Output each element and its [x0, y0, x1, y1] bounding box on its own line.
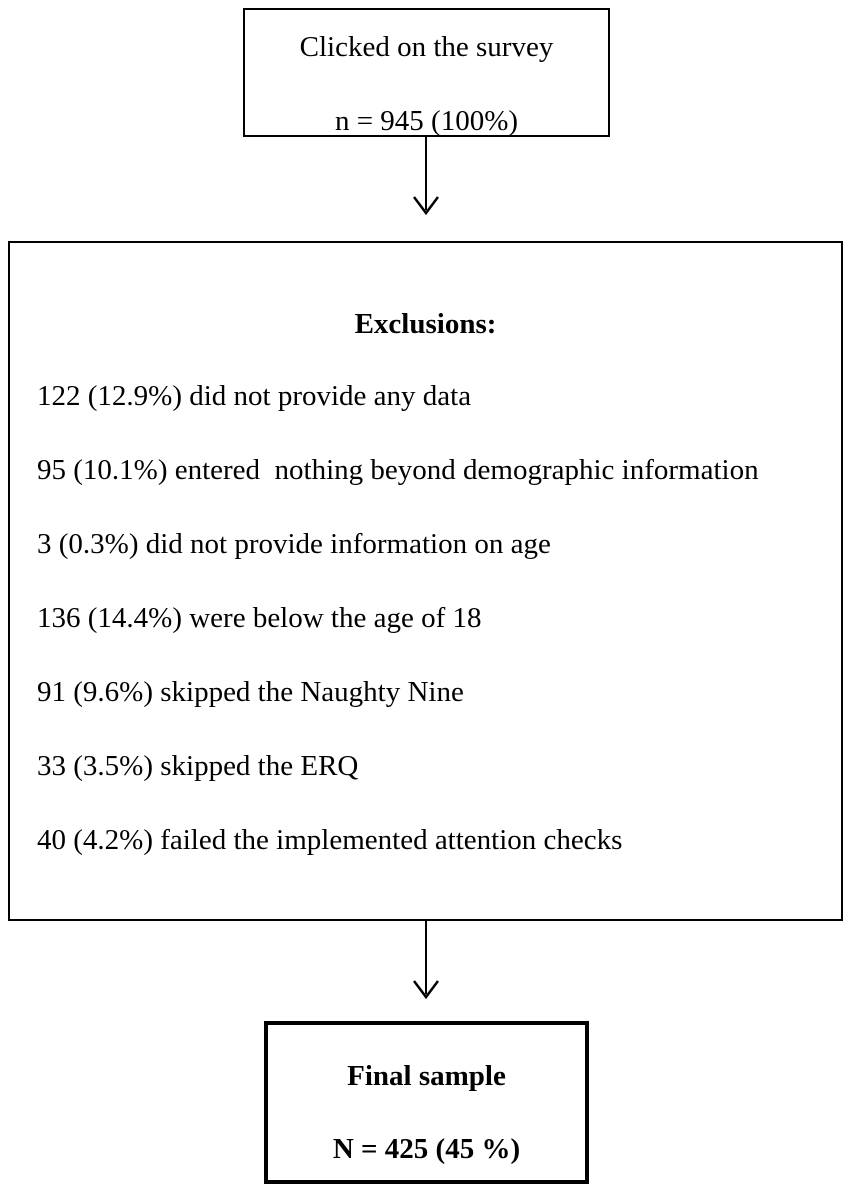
start-title: Clicked on the survey [299, 31, 554, 63]
arrow-start-to-exclusions [414, 137, 438, 213]
exclusions-box [8, 241, 843, 921]
exclusion-item: 40 (4.2%) failed the implemented attention checks [37, 824, 623, 856]
start-count: n = 945 (100%) [334, 105, 519, 137]
final-title: Final sample [347, 1060, 506, 1092]
exclusion-item: 95 (10.1%) entered nothing beyond demographic information [37, 454, 759, 486]
arrow-exclusions-to-final [414, 921, 438, 997]
start-box [243, 8, 610, 137]
exclusion-item: 136 (14.4%) were below the age of 18 [37, 602, 482, 634]
final-sample-box [264, 1021, 589, 1184]
exclusion-item: 33 (3.5%) skipped the ERQ [37, 750, 359, 782]
exclusion-item: 122 (12.9%) did not provide any data [37, 380, 472, 412]
exclusions-heading: Exclusions: [354, 308, 497, 340]
exclusion-item: 3 (0.3%) did not provide information on age [37, 528, 551, 560]
final-count: N = 425 (45 %) [332, 1133, 521, 1165]
exclusion-item: 91 (9.6%) skipped the Naughty Nine [37, 676, 464, 708]
